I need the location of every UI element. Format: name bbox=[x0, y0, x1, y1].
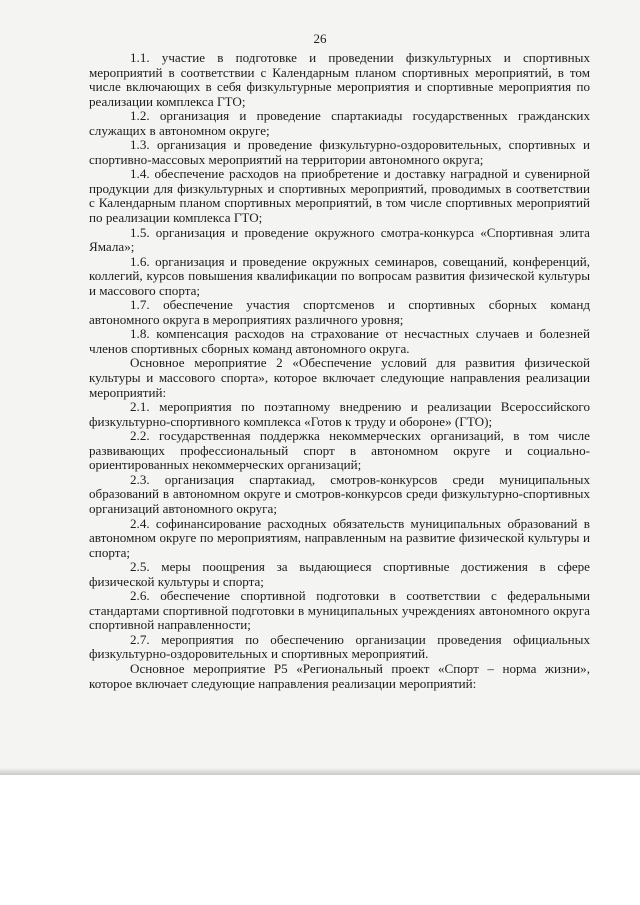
main-activity-2: Основное мероприятие 2 «Обеспечение условий для развития физической культуры и массового спорта», которое включает следующие направления реализации мероприятий: bbox=[89, 355, 590, 400]
main-activity-p5: Основное мероприятие Р5 «Региональный проект «Спорт – норма жизни», которое включает следующие направления реализации мероприятий: bbox=[89, 660, 590, 691]
paragraph-1-4: 1.4. обеспечение расходов на приобретение и доставку наградной и сувенирной продукции для физкультурных и спортивных мероприятий, проводимых в соответствии с Календарным планом спортивных мероприятий, в том числе спортивных мероприятий по реализации комплекса ГТО; bbox=[89, 166, 590, 226]
paragraph-1-8: 1.8. компенсация расходов на страхование от несчастных случаев и болезней членов спортивных сборных команд автономного округа. bbox=[89, 326, 590, 356]
paragraph-1-7: 1.7. обеспечение участия спортсменов и спортивных сборных команд автономного округа в мероприятиях различного уровня; bbox=[89, 297, 590, 327]
paragraph-1-5: 1.5. организация и проведение окружного смотра-конкурса «Спортивная элита Ямала»; bbox=[89, 224, 590, 255]
paragraph-1-2: 1.2. организация и проведение спартакиады государственных гражданских служащих в автономном округе; bbox=[89, 108, 590, 138]
paragraph-2-5: 2.5. меры поощрения за выдающиеся спортивные достижения в сфере физической культуры и спорта; bbox=[89, 559, 590, 589]
paragraph-2-6: 2.6. обеспечение спортивной подготовки в соответствии с федеральными стандартами спортивной подготовки в муниципальных учреждениях автономного округа спортивной направленности; bbox=[89, 588, 590, 633]
page-number: 26 bbox=[313, 31, 327, 46]
paragraph-2-7: 2.7. мероприятия по обеспечению организации проведения официальных физкультурно-оздоровительных и спортивных мероприятий. bbox=[89, 631, 590, 662]
document-body bbox=[89, 51, 590, 691]
paragraph-1-1: 1.1. участие в подготовке и проведении физкультурных и спортивных мероприятий в соответствии с Календарным планом спортивных мероприятий, в том числе включающих в себя физкультурные мероприятия и спортивные мероприятия по реализации комплекса ГТО; bbox=[89, 50, 590, 109]
paragraph-1-6: 1.6. организация и проведение окружных семинаров, совещаний, конференций, коллегий, курсов повышения квалификации по вопросам развития физической культуры и массового спорта; bbox=[89, 253, 590, 298]
scan-edge bbox=[0, 768, 640, 775]
paragraph-2-1: 2.1. мероприятия по поэтапному внедрению и реализации Всероссийского физкультурно-спортивного комплекса «Готов к труду и обороне» (ГТО); bbox=[89, 399, 590, 429]
paragraph-1-3: 1.3. организация и проведение физкультурно-оздоровительных, спортивных и спортивно-массовых мероприятий на территории автономного округа; bbox=[89, 137, 590, 167]
paragraph-2-4: 2.4. софинансирование расходных обязательств муниципальных образований в автономном округе по мероприятиям, направленным на развитие физической культуры и спорта; bbox=[89, 515, 590, 560]
paragraph-2-3: 2.3. организация спартакиад, смотров-конкурсов среди муниципальных образований в автономном округе и смотров-конкурсов среди физкультурно-спортивных организаций автономного округа; bbox=[89, 471, 590, 516]
paragraph-2-2: 2.2. государственная поддержка некоммерческих организаций, в том числе развивающих профессиональный спорт в автономном округе и социально-ориентированных некоммерческих организаций; bbox=[89, 428, 590, 473]
